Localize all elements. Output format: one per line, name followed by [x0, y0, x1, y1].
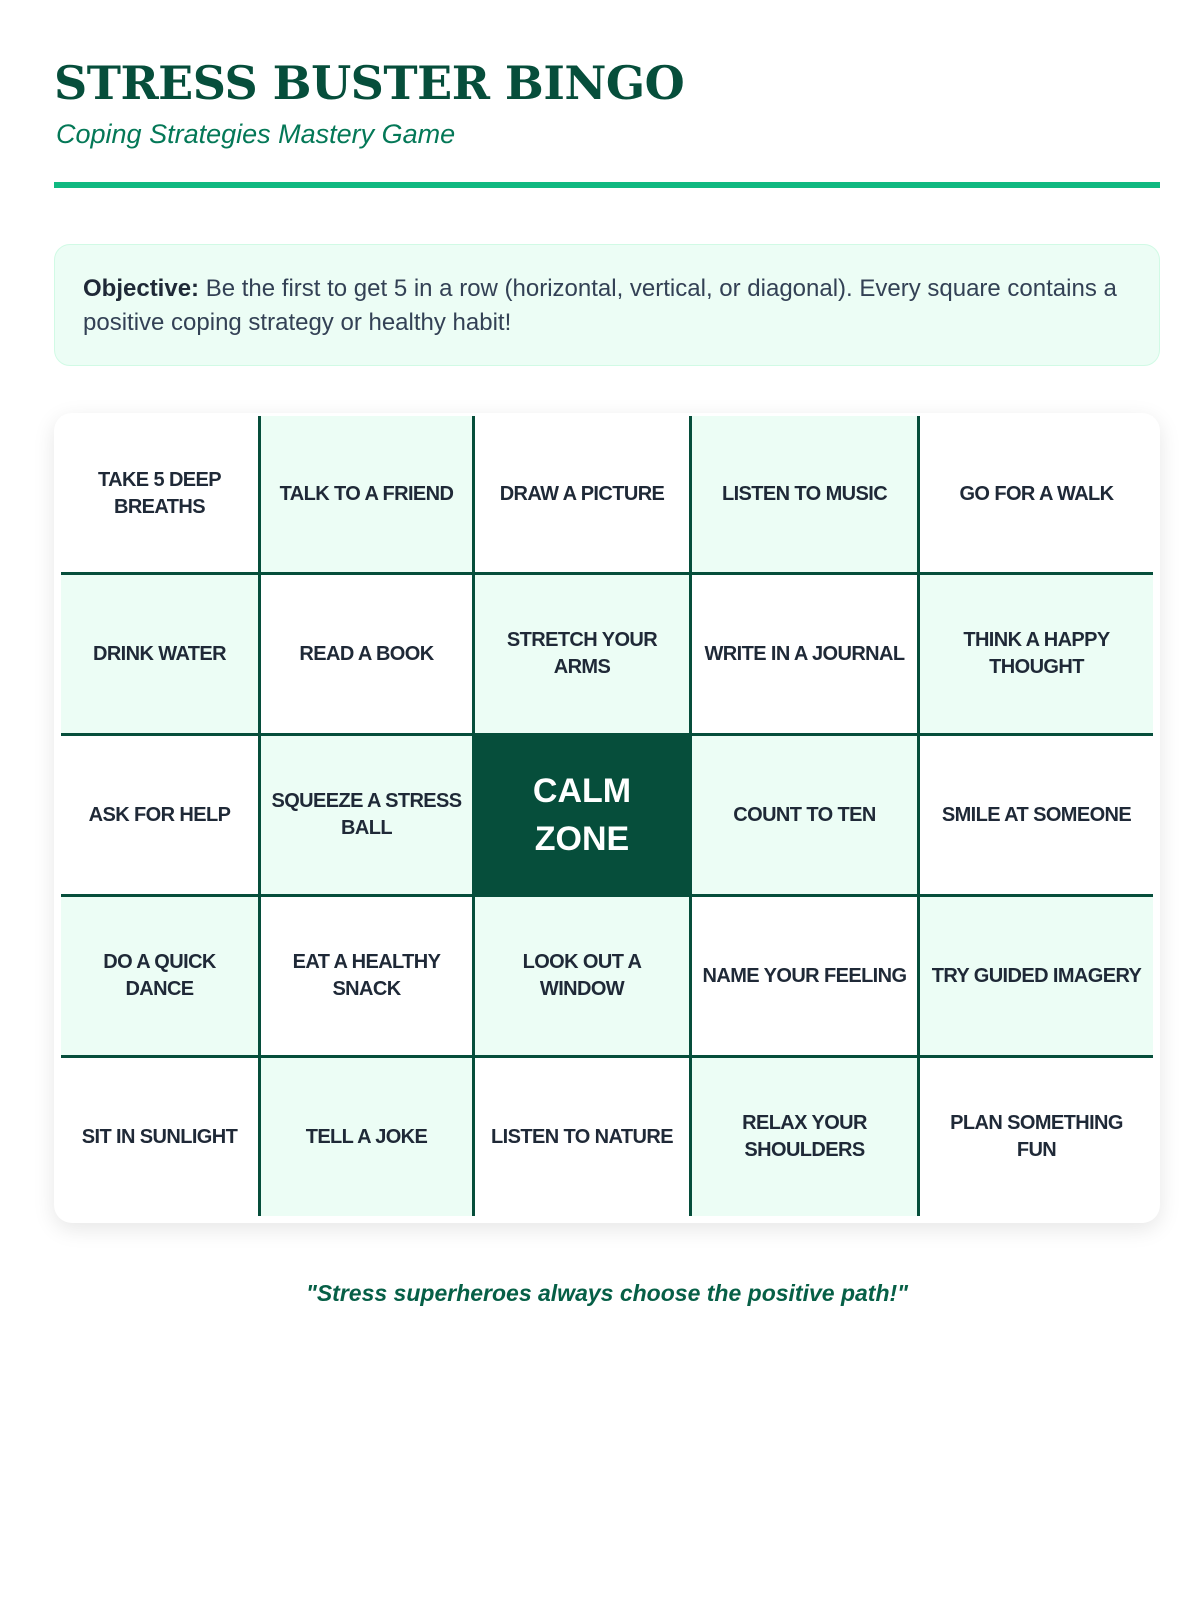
bingo-cell[interactable]: DO A QUICK DANCE	[61, 897, 261, 1058]
page-subtitle: Coping Strategies Mastery Game	[56, 119, 456, 149]
bingo-cell[interactable]: SIT IN SUNLIGHT	[61, 1058, 261, 1216]
bingo-cell[interactable]: RELAX YOUR SHOULDERS	[692, 1058, 920, 1216]
bingo-grid	[61, 416, 1153, 1216]
bingo-cell[interactable]: READ A BOOK	[261, 575, 475, 736]
bingo-cell[interactable]: NAME YOUR FEELING	[692, 897, 920, 1058]
bingo-cell[interactable]: STRETCH YOUR ARMS	[475, 575, 692, 736]
bingo-cell[interactable]: ASK FOR HELP	[61, 736, 261, 897]
bingo-cell[interactable]: LOOK OUT A WINDOW	[475, 897, 692, 1058]
objective-text: Be the first to get 5 in a row (horizontal, vertical, or diagonal). Every square contains a positive coping strategy or healthy habit!	[83, 275, 1117, 336]
bingo-board	[54, 413, 1160, 1223]
bingo-cell[interactable]: DRINK WATER	[61, 575, 261, 736]
bingo-cell[interactable]: TELL A JOKE	[261, 1058, 475, 1216]
bingo-cell[interactable]: GO FOR A WALK	[920, 416, 1153, 575]
bingo-cell[interactable]: DRAW A PICTURE	[475, 416, 692, 575]
bingo-cell[interactable]: EAT A HEALTHY SNACK	[261, 897, 475, 1058]
footer-quote: "Stress superheroes always choose the positive path!"	[305, 1280, 909, 1306]
bingo-cell[interactable]: SQUEEZE A STRESS BALL	[261, 736, 475, 897]
header-divider	[54, 182, 1160, 188]
bingo-cell[interactable]: SMILE AT SOMEONE	[920, 736, 1153, 897]
bingo-cell[interactable]: LISTEN TO MUSIC	[692, 416, 920, 575]
page-title: STRESS BUSTER BINGO	[54, 56, 685, 110]
bingo-cell[interactable]: WRITE IN A JOURNAL	[692, 575, 920, 736]
bingo-cell[interactable]: LISTEN TO NATURE	[475, 1058, 692, 1216]
bingo-cell[interactable]: COUNT TO TEN	[692, 736, 920, 897]
objective-label: Objective:	[83, 275, 200, 302]
bingo-cell[interactable]: THINK A HAPPY THOUGHT	[920, 575, 1153, 736]
objective-box	[54, 244, 1160, 366]
bingo-cell[interactable]: TRY GUIDED IMAGERY	[920, 897, 1153, 1058]
bingo-cell[interactable]: TAKE 5 DEEP BREATHS	[61, 416, 261, 575]
bingo-cell[interactable]: TALK TO A FRIEND	[261, 416, 475, 575]
bingo-cell[interactable]: PLAN SOMETHING FUN	[920, 1058, 1153, 1216]
free-space-cell[interactable]: CALM ZONE	[475, 736, 692, 897]
